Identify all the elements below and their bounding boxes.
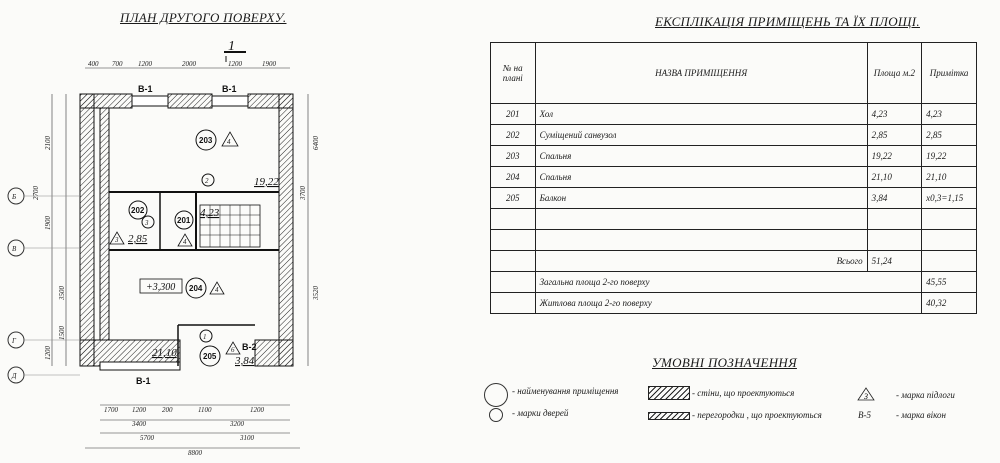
legend-partitions: - перегородки , що проектуються (692, 410, 822, 420)
svg-text:201: 201 (177, 216, 191, 225)
dim-left-2: 2700 (32, 186, 40, 200)
table-row (491, 167, 977, 188)
door-mark-3 (142, 216, 154, 228)
legend-window-mark: - марка вікон (896, 410, 946, 420)
table-row (491, 104, 977, 125)
row-name: Суміщений санвузол (535, 125, 867, 146)
dim-top-4: 2000 (182, 60, 196, 68)
svg-text:Б: Б (12, 193, 17, 201)
dim-right-2: 3520 (312, 286, 320, 300)
dim-top-2: 700 (112, 60, 123, 68)
dim-left-1: 2100 (44, 136, 52, 150)
room-marker-205 (200, 342, 240, 366)
left-dimensions (32, 94, 66, 366)
dim-top-1: 400 (88, 60, 99, 68)
dim-top-3: 1200 (138, 60, 152, 68)
table-header-row (491, 43, 977, 104)
dim-bottom-2: 1200 (132, 406, 146, 414)
dim-top-6: 1900 (262, 60, 276, 68)
svg-text:1: 1 (203, 333, 207, 341)
window-mark-symbol: В-5 (858, 410, 871, 420)
dim-right-1: 3700 (299, 186, 307, 200)
row-num: 202 (491, 125, 536, 146)
svg-text:6: 6 (231, 346, 235, 354)
dim-left-3: 1900 (44, 216, 52, 230)
section-mark-label: 1 (228, 39, 235, 54)
section-mark (224, 39, 246, 62)
room-name-symbol (484, 383, 508, 407)
svg-text:2: 2 (205, 177, 209, 185)
dim-bottom-total: 8800 (188, 449, 202, 457)
floor-mark-202 (110, 232, 124, 244)
dim-bottom-row2-1: 3400 (132, 420, 146, 428)
dim-left-6: 1500 (58, 326, 66, 340)
row-name: Спальня (535, 167, 867, 188)
dim-bottom-row3-2: 3100 (240, 434, 254, 442)
total-label: Всього (535, 251, 867, 272)
room-area-203: 19,22 (254, 176, 279, 188)
svg-text:202: 202 (131, 206, 145, 215)
window-mark-top-left: В-1 (138, 84, 153, 94)
floor-plan-drawing (0, 0, 480, 463)
row-num: 205 (491, 188, 536, 209)
room-area-201: 4,23 (200, 207, 220, 219)
dim-bottom-4: 1100 (198, 406, 212, 414)
svg-text:+3,300: +3,300 (146, 282, 176, 293)
svg-text:3: 3 (864, 392, 868, 401)
level-mark (140, 279, 182, 293)
exterior-walls (80, 94, 293, 370)
svg-text:4: 4 (183, 238, 187, 246)
row-note: 19,22 (922, 146, 977, 167)
dim-left-5: 1200 (44, 346, 52, 360)
top-dimensions (85, 60, 290, 68)
dim-top-5: 1200 (228, 60, 242, 68)
legend-floor-mark: - марка підлоги (896, 390, 955, 400)
door-mark-1 (200, 330, 212, 342)
legend-door-mark: - марки дверей (512, 408, 569, 418)
room-area-202: 2,85 (128, 233, 148, 245)
legend-room-name: - найменування приміщення (512, 386, 619, 396)
row-num: 204 (491, 167, 536, 188)
row-name: Хол (535, 104, 867, 125)
room-marker-203 (196, 130, 238, 150)
room-area-204: 21,10 (152, 347, 177, 359)
row-name: Балкон (535, 188, 867, 209)
plan-title: ПЛАН ДРУГОГО ПОВЕРХУ. (120, 10, 287, 25)
svg-text:Г: Г (12, 337, 16, 345)
svg-text:В: В (12, 245, 17, 253)
door-mark-2 (202, 174, 214, 186)
svg-text:4: 4 (215, 286, 219, 294)
table-living-row (491, 293, 977, 314)
room-marker-202 (129, 201, 147, 219)
svg-text:3: 3 (145, 219, 149, 227)
room-marker-204 (186, 278, 224, 298)
bottom-dimensions (85, 405, 300, 457)
window-mark-balcony: В-2 (242, 342, 257, 352)
dim-left-4: 3500 (58, 286, 66, 300)
explication-title: ЕКСПЛІКАЦІЯ ПРИМІЩЕНЬ ТА ЇХ ПЛОЩІ. (655, 14, 920, 29)
svg-text:203: 203 (199, 136, 213, 145)
general-area-value: 45,55 (922, 272, 977, 293)
header-name: НАЗВА ПРИМІЩЕННЯ (535, 43, 867, 104)
general-area-label: Загальна площа 2-го поверху (535, 272, 922, 293)
explication-table (490, 42, 977, 314)
table-row (491, 188, 977, 209)
row-note: 21,10 (922, 167, 977, 188)
door-mark-symbol (489, 408, 503, 422)
row-num: 203 (491, 146, 536, 167)
living-area-label: Житлова площа 2-го поверху (535, 293, 922, 314)
window-mark-bottom: В-1 (136, 376, 151, 386)
svg-text:Д: Д (12, 372, 17, 380)
legend-walls: - стіни, що проектуються (692, 388, 795, 398)
legend-title: УМОВНІ ПОЗНАЧЕННЯ (652, 355, 797, 370)
row-area: 4,23 (867, 104, 921, 125)
header-note: Примітка (922, 43, 977, 104)
table-row (491, 125, 977, 146)
row-name: Спальня (535, 146, 867, 167)
svg-text:204: 204 (189, 284, 203, 293)
svg-text:205: 205 (203, 352, 217, 361)
row-area: 19,22 (867, 146, 921, 167)
floor-mark-triangle-icon (856, 386, 876, 402)
row-note: 2,85 (922, 125, 977, 146)
svg-text:3: 3 (115, 236, 119, 244)
svg-text:4: 4 (227, 138, 231, 146)
row-area: 2,85 (867, 125, 921, 146)
header-num: № на плані (491, 43, 536, 104)
living-area-value: 40,32 (922, 293, 977, 314)
dim-bottom-3: 200 (162, 406, 173, 414)
room-marker-201 (175, 211, 193, 246)
dim-bottom-row2-2: 3200 (230, 420, 244, 428)
row-area: 21,10 (867, 167, 921, 188)
dim-bottom-5: 1200 (250, 406, 264, 414)
table-row-empty (491, 230, 977, 251)
dim-bottom-row3-1: 5700 (140, 434, 154, 442)
total-area: 51,24 (867, 251, 921, 272)
dim-bottom-1: 1700 (104, 406, 118, 414)
room-area-205: 3,84 (235, 355, 255, 367)
table-row-empty (491, 209, 977, 230)
partition-hatch-symbol (648, 412, 690, 420)
header-area: Площа м.2 (867, 43, 921, 104)
right-dimensions (299, 94, 320, 366)
window-mark-top-right: В-1 (222, 84, 237, 94)
row-area: 3,84 (867, 188, 921, 209)
table-row (491, 146, 977, 167)
dim-right-3: 6400 (312, 136, 320, 150)
row-note: х0,3=1,15 (922, 188, 977, 209)
table-general-row (491, 272, 977, 293)
row-num: 201 (491, 104, 536, 125)
row-note: 4,23 (922, 104, 977, 125)
wall-hatch-symbol (648, 386, 690, 400)
table-total-row (491, 251, 977, 272)
